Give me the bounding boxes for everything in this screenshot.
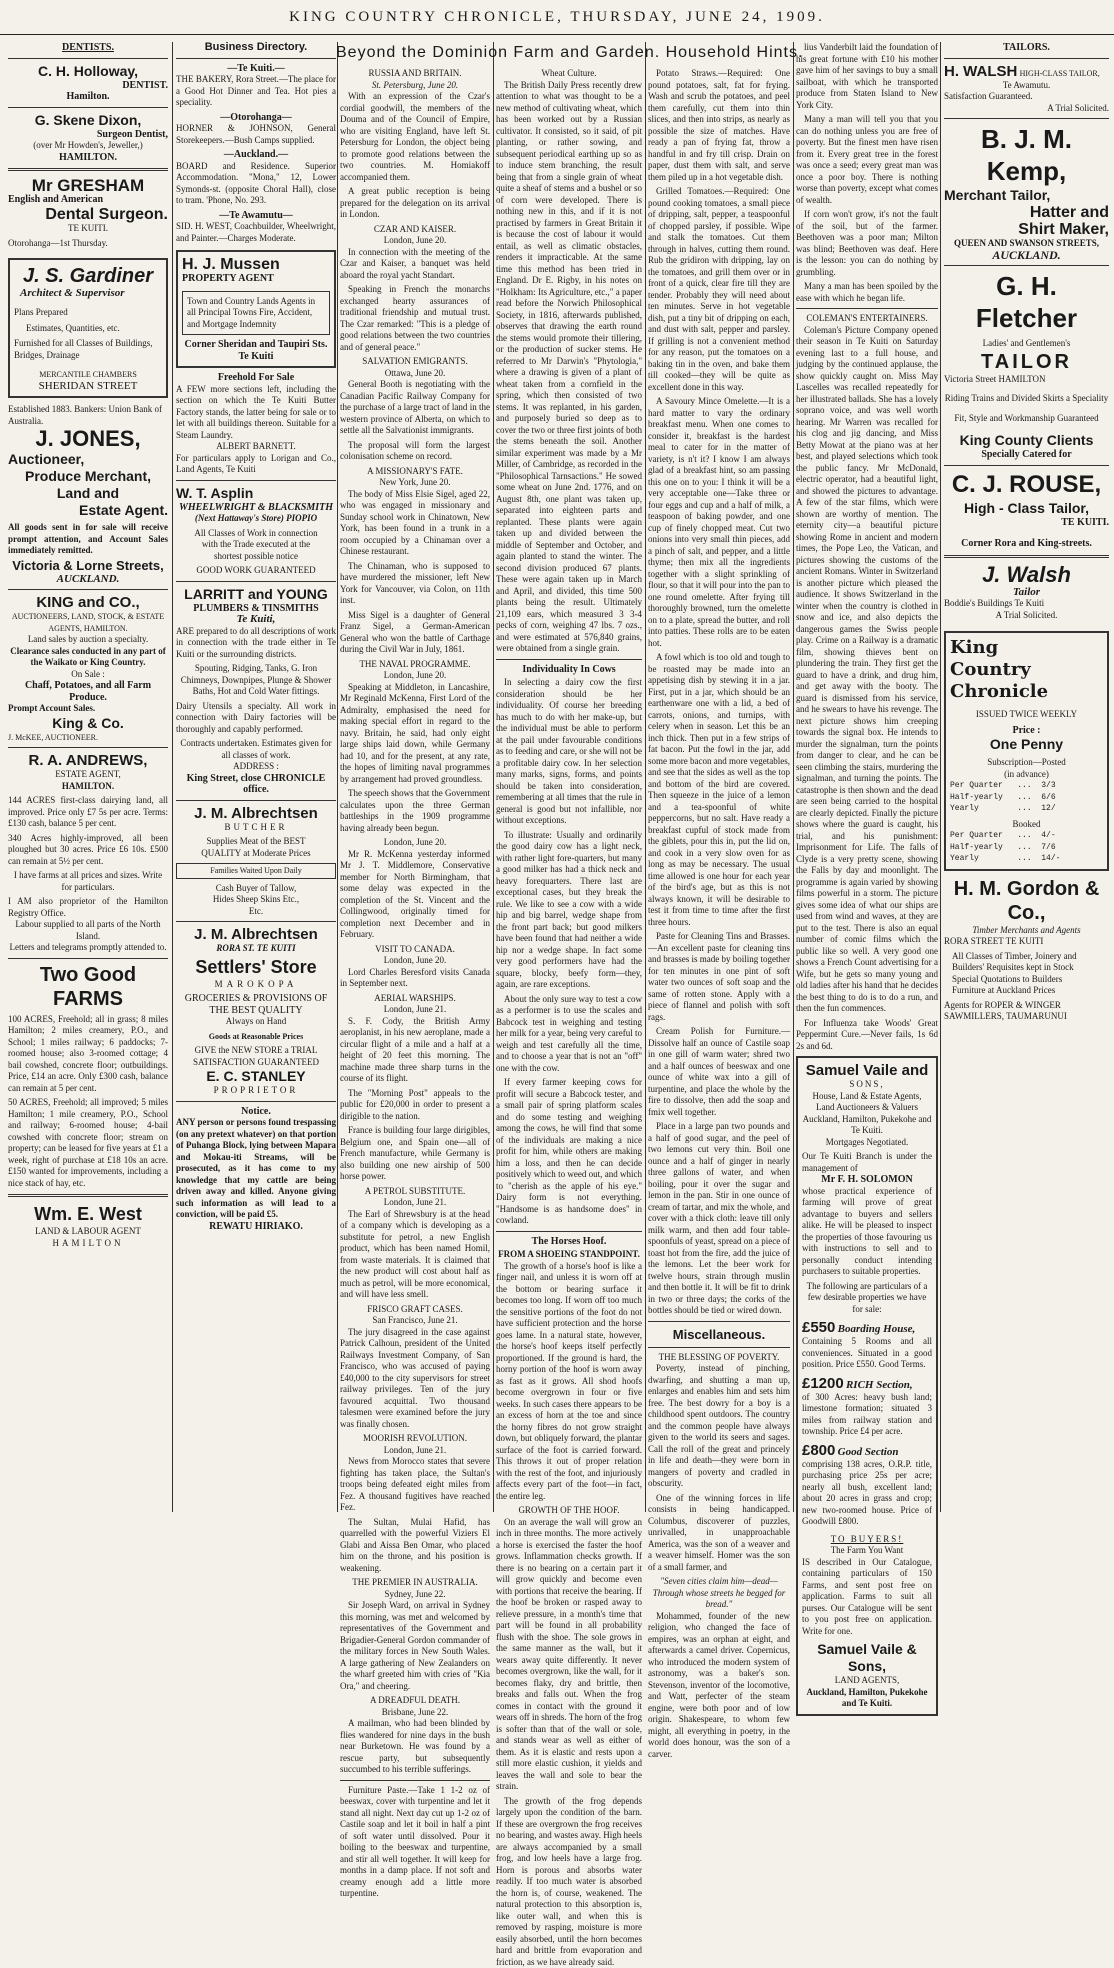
hint-paragraph: Cream Polish for Furniture.—Dissolve half an ounce of Castile soap in one gill of warm water; shred two and a half ounces of beeswax and one ounce of white wax into a gill of turpentine, and place the whole by the fire to dissolve, then add the soap and fmix well together. — [648, 1026, 790, 1118]
jwalsh-name: J. Walsh — [944, 563, 1109, 587]
dixon-address: (over Mr Howden's, Jeweller,) — [8, 140, 168, 152]
news-heading: A MISSIONARY'S FATE. — [340, 466, 490, 478]
king-line: Clearance sales conducted in any part of the Waikato or King Country. — [8, 646, 168, 669]
chronicle-title: Chronicle — [950, 681, 1103, 703]
misc-paragraph: Many a man has been spoiled by the ease with which he began life. — [796, 281, 938, 304]
asplin-line: WHEELWRIGHT & BLACKSMITH — [176, 502, 336, 514]
jones-line: Estate Agent. — [8, 502, 168, 519]
chronicle-line: Price : — [950, 725, 1103, 737]
vaile-line: Land Auctioneers & Valuers — [802, 1102, 932, 1114]
fletcher-line: King County Clients — [944, 432, 1109, 449]
vaile-line: Mr F. H. SOLOMON — [802, 1174, 932, 1186]
news-dateline: Sydney, June 22. — [340, 1589, 490, 1601]
gardiner-line: Estimates, Quantities, etc. — [14, 323, 162, 335]
farm-paragraph: If every farmer keeping cows for profit will secure a Babcock tester, and a small pair of spring platform scales and do some testing and weighing among the cows, he will find that some of the individuals are making a nice profit for him, while others are making him a loss, and then he can decide positively which to weed out, and which to "cherish as the apple of his eye." Dairy form is not everything. "Handsome is as handsome does" in cowland. — [496, 1077, 642, 1227]
news-paragraph: The Chinaman, who is supposed to have murdered the missioner, left New York for Vancouver, via Colon, on 11th inst. — [340, 561, 490, 607]
gardiner-ad — [8, 258, 168, 399]
gresham-sub: English and American — [8, 194, 168, 206]
larritt-line: King Street, close CHRONICLE office. — [176, 773, 336, 796]
farm-heading: The Horses Hoof. — [496, 1236, 642, 1248]
farm-paragraph: The growth of a horse's hoof is like a finger nail, and unless it is worn off at the bottom or bearing surface it becomes too long. If worn off too much the sensitive portions of the foot do not have sufficient protection and the horse goes lame. In a natural state, however, the horse's hoof keeps itself perfectly proportioned. If the ground is hard, the horny portion of the hoof is worn away as fast as it grows. All shod hoofs become overgrown in four or five weeks. In such cases there appears to be an excess of horn at the toe and since the horny fibres do not grow straight down, but obliquely forward, the plantar surface of the foot is carried forward. This throws it out of proper relation with the rest of the foot, and injuriously affects every part of the foot—in fact, the entire leg. — [496, 1261, 642, 1503]
rouse-line: Corner Rora and King-streets. — [944, 538, 1109, 550]
jones-line: Produce Merchant, — [8, 468, 168, 485]
influenza-notice: For Influenza take Woods' Great Peppermint Cure.—Never fails, 1s 6d 2s and 6d. — [796, 1018, 938, 1053]
chronicle-line: ISSUED TWICE WEEKLY — [950, 709, 1103, 721]
farms-line: 50 ACRES, Freehold; all improved; 5 miles Hamilton; 1 mile creamery, P.O., School and railway; 6-roomed house; 4-bail cowshed with concrete floor; stream on property; can be leased for five years at £1 a week, right of purchase at £18 10s an acre. £150 wanted for improvements, including a nice stack of hay, etc. — [8, 1097, 168, 1189]
west-line: HAMILTON — [8, 1238, 168, 1250]
news-dateline: New York, June 20. — [340, 477, 490, 489]
farm-paragraph: To illustrate: Usually and ordinarily the good dairy cow has a light neck, with rather light fore-quarters, but many a good milker has had a thick neck and heavy forequarters. There last are exceptional cases, but they break the rule. We like to see a cow with a wide hip and big barrel, wedge shape from the front part back; but good milkers have been found that had neither a wide hip nor a wedge shape. In fact some very good performers have had the square, blocky, beefy form—they, again, are rare exceptions. — [496, 830, 642, 991]
andrews-line: I AM also proprietor of the Hamilton Registry Office. — [8, 896, 168, 919]
jones-established: Established 1883. Bankers: Union Bank of Australia. — [8, 404, 168, 427]
farm-paragraph: The British Daily Press recently drew attention to what was thought to be a new method of cultivating wheat, which has been worked out by a Russian cultivator. It consisted, so it said, of pit planting, or rather sowing, and subsequent periodical earthing up so as to induce stem branching, the result being that from a single grain of wheat quite a sheaf of stems and a bushel or so of corn were developed. There is nothing new in this, and if it is not practised by farmers in Great Britain it is because the cost of labour it would entail, as well as climatic obstacles, renders it impracticable. At the same time this method has been tried in England. Dr E. Rigby, in his notes on "Holkham: Its Agriculture, etc.," a paper read before the Norwich Philosophical Society, in 1816, afterwards published, observes that drawing the earth round the stems would promote their tillering, or the production of sucker stems. He referred to Mr Darwin's "Phytologia," where a drawing is given of a plant of wheat taken from a cornfield in the spring, which then consisted of two stems. It was replanted, in his garden, and purposely buried so deep as to cover the two or three first joints of both the stems beneath the soil. Another similar experiment was made by a Mr Miller, of Cambridge, as recorded in the "Philosophical Tarnsactions." He sowed some wheat on June 2nd. 1776, and on August 8th, one plant was taken up, separated into eighteen parts and replanted. These plants were again taken up and divided between the middle of September and October, and again planted to stand the winter. The second division produced 67 plants. These were again taken up in March and April, and divided, this time 500 plants being the result. Ultimately 21,109 ears, which measured 3 3-4 pecks of corn, weighing 47 lbs. 7 ozs., and were estimated at 576,840 grains, were obtained from a single grain. — [496, 80, 642, 655]
andrews-line: HAMILTON. — [8, 781, 168, 793]
news-dateline: St. Petersburg, June 20. — [340, 80, 490, 92]
news-paragraph: The Sultan, Mulai Hafid, has quarrelled with the powerful Viziers El Glabi and Aissa Ben Omar, who placed him on the throne, and his position is weakening. — [340, 1517, 490, 1575]
vaile-name: Samuel Vaile and — [802, 1062, 932, 1079]
west-line: LAND & LABOUR AGENT — [8, 1226, 168, 1238]
albrechtsen-name: J. M. Albrechtsen — [176, 805, 336, 822]
section-banner: Beyond the Dominion Farm and Garden. Household Hints. — [336, 42, 942, 64]
chronicle-rate: Half-yearly ... 7/6 — [950, 842, 1103, 854]
buyers-heading: TO BUYERS! — [802, 1534, 932, 1546]
settlers-line: Goods at Reasonable Prices — [176, 1031, 336, 1043]
vaile-line: Auckland, Hamilton, Pukekohe and Te Kuiti. — [802, 1114, 932, 1137]
coleman-heading: COLEMAN'S ENTERTAINERS. — [796, 313, 938, 325]
notice-signature: REWATU HIRIAKO. — [176, 1221, 336, 1233]
news-heading: VISIT TO CANADA. — [340, 944, 490, 956]
directory-entry: HORNER & JOHNSON, General Storekeepers.—Bush Camps supplied. — [176, 123, 336, 146]
hint-paragraph: Place in a large pan two pounds and a half of good sugar, and the peel of two lemons cut very thin. Boil one ounce and a half of ginger in nearly three gallons of water, and when boiling, pour it over the sugar and lemon in the pan. Stir in one ounce of cream of tartar, and mix the whole, and cover with a thick cloth: leave till only milk warm, and then add four table-spoonfuls of yeast, spread on a piece of toast hot from the fire, add the juice of the lemons. Let the beer work for twelve hours, strain through muslin and then bottle it. It will be fit to drink in two or three days; the corks of the bottles should be tied or wired down. — [648, 1121, 790, 1317]
albrechtsen-line: Families Waited Upon Daily — [176, 863, 336, 879]
chronicle-line: Subscription—Posted — [950, 757, 1103, 769]
albrechtsen-line: Supplies Meat of the BEST QUALITY at Moderate Prices — [196, 836, 316, 859]
jones-line: Victoria & Lorne Streets, — [8, 557, 168, 574]
news-dateline: London, June 21. — [340, 1445, 490, 1457]
walsh-line: Te Awamutu. — [944, 80, 1109, 92]
news-heading: AERIAL WARSHIPS. — [340, 993, 490, 1005]
jones-line: Land and — [8, 485, 168, 502]
fletcher-line: Victoria Street HAMILTON — [944, 374, 1109, 386]
vaile-line: House, Land & Estate Agents, — [802, 1091, 932, 1103]
news-paragraph: In connection with the meeting of the Czar and Kaiser, a banquet was held aboard the royal yacht Standart. — [340, 247, 490, 282]
mussen-body: Town and Country Lands Agents in all Principal Towns Fire, Accident, and Mortgage Indemnity — [182, 291, 330, 336]
farms-line: 100 ACRES, Freehold; all in grass; 8 miles Hamilton; 2 miles creamery, P.O., and School; 1 miles railway; 6 paddocks; 7-roomed house; also 3-roomed cottage; 4 bail cowshed, concrete floor; outbuildings. Price, £14 an acre. Only £300 cash, balance can remain at 5 per cent. — [8, 1014, 168, 1095]
news-dateline: Ottawa, June 20. — [340, 368, 490, 380]
fletcher-name: G. H. Fletcher — [944, 270, 1109, 334]
vaile-line: SONS, — [802, 1079, 932, 1091]
property-price: £550 — [802, 1319, 835, 1336]
rouse-line: TE KUITI. — [944, 517, 1109, 529]
chronicle-rate: Per Quarter ... 3/3 — [950, 780, 1103, 792]
property-title: Good Section — [838, 1446, 899, 1458]
settlers-line: Always on Hand — [176, 1016, 336, 1028]
tailors-heading: TAILORS. — [944, 42, 1109, 54]
freehold-body: A FEW more sections left, including the section on which the Te Kuiti Butter Factory stands, the latter being for sale or to let with all buildings thereon. Suitable for a Steam Laundry. — [176, 384, 336, 442]
gresham-place: TE KUITI. — [8, 223, 168, 235]
holloway-title: DENTIST. — [8, 80, 168, 92]
gordon-line: Furniture at Auckland Prices — [944, 985, 1109, 997]
chronicle-line: Booked — [950, 819, 1103, 831]
news-dateline: London, June 20. — [340, 837, 490, 849]
asplin-name: W. T. Asplin — [176, 485, 336, 502]
property-title: RICH Section, — [846, 1379, 913, 1391]
king-line: On Sale : — [8, 669, 168, 681]
settlers-line: GROCERIES & PROVISIONS OF THE BEST QUALITY — [176, 993, 336, 1016]
column-rule — [337, 42, 338, 1512]
news-heading: THE PREMIER IN AUSTRALIA. — [340, 1577, 490, 1589]
settlers-line: MAROKOPA — [176, 979, 336, 991]
coleman-paragraph: Coleman's Picture Company opened their season in Te Kuiti on Saturday evening last to a full house, and judging by the continued applause, the show quickly caught on. Miss May Lascelles was recalled repeatedly for her illustrated ballads. She has a lovely soprano voice, and was well worth hearing. Mr Warren was recalled for his clog and jig dancing, and Miss Betty Mowat at the piano was at her best, and played selections which took the public fancy. Mr McDonald, electric operator, had a beautiful light, and showed the pictures to advantage. A few of the star films, which were shown are worthy of mention. The eternity city—a beautiful picture showing Rome in ancient and modern times, the Pope Leo, the Vatican, and pictures showing the customs of the ancient Romans. Winter in Switzerland is another picture which pleased the audience. It shows Switzerland in the winter when the country is clothed in snow and ice, and also depicts the dangerous games the Swiss people play. Crime on a Railway is a dramatic film, showing thieves bent on plundering the train. They first get the guard to have a drink, and drug him, and get away with the booty. The guard is dismissed from his service, and he swears to have his revenge. The next picture shows him creeping towards the signal box. He intends to murder the signalman, turn the points from danger to clear, and he can be seen climbing the stairs, murdering the signalman, and turning the points. The catastrophe is then shown and the dead are seen being carried to the hospital are clearly depicted. Finally the picture shows where the guard is caught, his trial, and his punishment: Imprisonment for Life. The falls of Clyde is a very pretty scene, showing the Falls by day and moonlight. The programme is again varied by showing films powerful in a storm. The picture gives some idea of what our ships are used from wind and waves, at they are put to the test. There is also an equal number of comic films which the public like so well. A very good one shows a French Count advertising for a Wife, but he gets so many young and old ladies after his hand that he decides the best thing to do is to do a run, and then the fun commences. — [796, 325, 938, 1015]
news-paragraph: General Booth is negotiating with the Canadian Pacific Railway Company for the purchase of a large tract of land in the western province of Alberta, on which to settle all the Salvationist immigrants. — [340, 379, 490, 437]
mussen-name: H. J. Mussen — [182, 256, 330, 273]
albrechtsen-line: BUTCHER — [176, 822, 336, 834]
mussen-title: PROPERTY AGENT — [182, 273, 330, 285]
andrews-line: ESTATE AGENT, — [8, 769, 168, 781]
directory-entry: SID. H. WEST, Coachbuilder, Wheelwright, and Painter.—Charges Moderate. — [176, 221, 336, 244]
news-heading: CZAR AND KAISER. — [340, 224, 490, 236]
column-rule — [940, 42, 941, 1512]
news-paragraph: The proposal will form the largest colonisation scheme on record. — [340, 440, 490, 463]
walsh-line: Satisfaction Guaranteed. — [944, 91, 1109, 103]
directory-place: —Te Kuiti.— — [176, 63, 336, 75]
news-paragraph: The body of Miss Elsie Sigel, aged 22, who was engaged in missionary and Sunday school work in Chinatown, New York, has been found in a trunk in a room occupied by a Chinaman over a Chinese restaurant. — [340, 489, 490, 558]
notice-body: ANY person or persons found trespassing (on any pretext whatever) on that portion of Puhanga Block, lying between Mapara and Mokau-iti Streams, will be prosecuted, as it has come to my knowledge that my cattle are being driven away and killed. Anyone giving such information as will lead to a conviction, will be paid £5. — [176, 1117, 336, 1221]
news-dateline: London, June 20. — [340, 235, 490, 247]
hint-paragraph: Paste for Cleaning Tins and Brasses.—An excellent paste for cleaning tins and brasses is made by boiling together for ten minutes in one pint of soft water two ounces of soft soap and the same of rotten stone. Apply with a piece of flannel and polish with soft rags. — [648, 931, 790, 1023]
buyers-line: IS described in Our Catalogue, containing particulars of 150 Farms, and sent post free on application. Farms to suit all purses. Our Catalogue will be sent to you post free on application. Write for one. — [802, 1557, 932, 1638]
news-paragraph: Speaking at Middleton, in Lancashire, Mr Reginald McKenna, First Lord of the Admiralty, emphasised the need for making special effort in regard to the navy. Britain, he said, had only eight large ships laid down, while Germany had 10, and for the present, at any rate, the hopes of limiting naval programmes by arrangement had proved groundless. — [340, 682, 490, 786]
gardiner-line: SHERIDAN STREET — [14, 381, 162, 393]
property-body: Containing 5 Rooms and all conveniences. Situated in a good position. Price £550. Good Terms. — [802, 1336, 932, 1371]
jones-line: All goods sent in for sale will receive prompt attention, and Account Sales immediately remitted. — [8, 522, 168, 557]
directory-place: —Auckland.— — [176, 149, 336, 161]
dixon-place: HAMILTON. — [8, 152, 168, 164]
farm-heading: Wheat Culture. — [496, 68, 642, 80]
news-heading: A DREADFUL DEATH. — [340, 1695, 490, 1707]
news-paragraph: Lord Charles Beresford visits Canada in September next. — [340, 967, 490, 990]
fletcher-line: Fit, Style and Workmanship Guaranteed — [944, 413, 1109, 425]
misc-quote: "Seven cities claim him—dead—Through whose streets he begged for bread." — [648, 1576, 790, 1611]
news-paragraph: The Earl of Shrewsbury is at the head of a company which is developing as a substitute for petrol, a new English product, which has been named Homil, from waste materials. It is claimed that the new product will cost about half as much as petrol, will be more economical, and will have less smell. — [340, 1209, 490, 1301]
column-household-hints — [648, 68, 790, 1512]
gresham-name: Mr GRESHAM — [8, 177, 168, 194]
freehold-signature: ALBERT BARNETT. — [176, 441, 336, 453]
column-rule — [793, 42, 794, 1512]
chronicle-line: (in advance) — [950, 769, 1103, 781]
farms-title: Two Good FARMS — [8, 963, 168, 1011]
rouse-line: High - Class Tailor, — [944, 500, 1109, 517]
vaile-line: whose practical experience of farming will prove of great advantage to buyers and sellers alike. He will be pleased to inspect the properties of those favouring us with instructions to sell and to personally conduct intending purchasers to suitable properties. — [802, 1186, 932, 1278]
farm-paragraph: On an average the wall will grow an inch in three months. The more actively a horse is exercised the faster the hoof grows. Inflammation checks growth. If there is no bearing on a certain part it will grow quickly and become even with portions that receive the bearing. If the hoof be broken or rasped away to relieve pressure, in a month's time that part will be found in all probability flush with the shoe. The sole grows in the same manner as the wall, but it wears away quite differently. It never becomes overgrown, like the wall, for it becomes flaky, dry and brittle, then breaks and falls out. When the frog comes in contact with the ground it wears off in shreds. The horn of the frog is softer than that of the wall or sole, and stands wear as well as either of them. As it is elastic and rests upon a still more elastic cushion, it yields and leaves the wall and sole to bear the strain. — [496, 1517, 642, 1793]
larritt-line: Contracts undertaken. Estimates given for all classes of work. — [176, 738, 336, 761]
andrews-line: 340 Acres highly-improved, all been ploughed but 30 acres. Price £6 10s. £500 can remain at 5½ per cent. — [8, 833, 168, 868]
misc-paragraph: Poverty, instead of pinching, dwarfing, and shutting a man up, enlarges and enables him and sets him free. The best dowry for a boy is a childhood spent outdoors. The country and the common people have always given to the world its seers and sages. Call the roll of the great and princely in life and death—they were born in mangers of poverty and cradled in obscurity. — [648, 1363, 790, 1490]
gordon-line: Agents for ROPER & WINGER SAWMILLERS, TAUMARUNUI — [944, 1000, 1109, 1023]
dixon-title: Surgeon Dentist, — [8, 129, 168, 141]
chronicle-rate: Per Quarter ... 4/- — [950, 830, 1103, 842]
gardiner-line: Furnished for all Classes of Buildings, Bridges, Drainage — [14, 338, 162, 361]
holloway-place: Hamilton. — [8, 91, 168, 103]
andrews-line: Labour supplied to all parts of the North Island. — [8, 919, 168, 942]
farm-heading: GROWTH OF THE HOOF. — [496, 1505, 642, 1517]
directory-place: —Otorohanga— — [176, 112, 336, 124]
stanley-line: PROPRIETOR — [176, 1085, 336, 1097]
property-price: £800 — [802, 1442, 835, 1459]
news-paragraph: A great public reception is being prepared for the delegation on its arrival in London. — [340, 186, 490, 221]
gordon-line: Special Quotations to Builders — [944, 974, 1109, 986]
dentists-heading: DENTISTS. — [8, 42, 168, 54]
gordon-name: H. M. Gordon & Co., — [944, 877, 1109, 925]
rouse-name: C. J. ROUSE, — [944, 470, 1109, 500]
king-line: Prompt Account Sales. — [8, 703, 168, 715]
directory-entry: BOARD and Residence. Superior Accommodation. "Mona," 12, Lower Symonds-st. (opposite Choral Hall), close to tram. 'Phone, No. 293. — [176, 161, 336, 207]
misc-paragraph: If corn won't grow, it's not the fault of the soil, but of the farmer. Beethoven was a poor man; Milton was blind; Beethoven was deaf. Here is the lesson: you can do nothing by grumbling. — [796, 209, 938, 278]
hint-paragraph: A fowl which is too old and tough to be roasted may be made into an appetising dish by stewing it in a jar. First, put in a jar, which should be an earthenware one with a lid, a bed of carrots, onions, and turnips, with celery when in season. Let this be an inch thick. Then put in a few strips of fat bacon. Put the fowl in the jar, add some more bacon and more vegetables, and see that the sides as well as the top and bottom of the bird are covered. Then squeeze in the juice of a lemon and a tea-spoonful of white peppercorns, but no salt. Have ready a breakfast cupful of stock made from the giblets, pour this in, put the lid on, and cook in a very slow oven for as long as may be necessary. The usual time allowed is one hour for each year of the bird's age, but as this is not always known, it will be desirable to test it from time to time after the first three hours. — [648, 652, 790, 928]
news-paragraph: S. F. Cody, the British Army aeroplanist, in his new aeroplane, made a circular flight of a mile and a half at a height of 20 feet this morning. The machine made three sharp turns in the course of its flight. — [340, 1016, 490, 1085]
news-paragraph: The speech shows that the Government calculates upon the three German battleships in the 1909 programme having already been begun. — [340, 788, 490, 834]
gardiner-title: Architect & Supervisor — [14, 288, 162, 300]
gordon-line: RORA STREET TE KUITI — [944, 936, 1109, 948]
news-dateline: London, June 21. — [340, 1004, 490, 1016]
directory-heading: Business Directory. — [176, 42, 336, 54]
farm-paragraph: In selecting a dairy cow the first consideration should be her individuality. Of course her breeding has much to do with her make-up, but the individual must be able to perform at the pail under favourable conditions as to feeding and care, or she will not be a profitable dairy cow. In her selection many marks, signs, forms, and points should be taken into consideration, remembering at all times that the rule in general is good but not infallible, nor without exceptions. — [496, 677, 642, 827]
asplin-line: GOOD WORK GUARANTEED — [176, 565, 336, 577]
jones-line: Auctioneer, — [8, 451, 168, 468]
freehold-contact: For particulars apply to Lorigan and Co., Land Agents, Te Kuiti — [176, 453, 336, 476]
hint-paragraph: Grilled Tomatoes.—Required: One pound cooking tomatoes, a small piece of dripping, salt, pepper, a teaspoonful of chopped parsley, if possible. Wipe and stalk the tomatoes. Cut them through in halves, cutting them round. Rub the gridiron with dripping, lay on the tomatoes, and grill them over or in front of a quick, clear fire till they are tender. Probably they will need about ten minutes. Serve in hot vegetable dish, put a tiny bit of dripping on each, and dust with salt, pepper and parsley. If grilling is not a convenient method for any reason, put the tomatoes on a baking tin in the oven, and bake them till cooked—they will be quite as excellent done in this way. — [648, 186, 790, 393]
king-line: Land sales by auction a specialty. — [8, 634, 168, 646]
walsh-title: HIGH-CLASS TAILOR, — [1020, 69, 1100, 78]
news-paragraph: Mr R. McKenna yesterday informed Mr J. T. Middlemore, Conservative member for North Birmingham, that some delay was expected in the completion of the St. Vincent and the Collingwood, originally timed for completion next December and in February. — [340, 849, 490, 941]
misc-subheading: THE BLESSING OF POVERTY. — [648, 1352, 790, 1364]
news-dateline: London, June 21. — [340, 1197, 490, 1209]
gresham-title: Dental Surgeon. — [8, 206, 168, 223]
column-rule — [493, 42, 494, 1512]
column-farm-garden — [496, 68, 642, 1512]
farm-paragraph: The growth of the frog depends largely upon the condition of the barn. If these are overgrown the frog receives no bearing, and wastes away. High heels are always accompanied by a small frog, and low heels have a large frog. Horn is porous and absorbs water readily. If too much water is absorbed the horn is, of course, weakened. The natural protection to this absorption is, like outer wall, and when this is removed by rasping, moisture is more easily absorbed, until the horn becomes hard and brittle from evaporation and friction, as we have already said. — [496, 1796, 642, 1968]
misc-heading: Miscellaneous. — [648, 1326, 790, 1343]
farm-paragraph: About the only sure way to test a cow as a performer is to use the scales and Babcock test in weighing and testing her milk for a year, being very careful to weigh and test carefully all the time, and to choose a year that is not an "off" one with the cow. — [496, 994, 642, 1075]
property-title: Boarding House, — [838, 1323, 916, 1335]
farm-heading: Individuality In Cows — [496, 664, 642, 676]
hint-paragraph: A Savoury Mince Omelette.—It is a hard matter to vary the ordinary breakfast menu. When one comes to consider it, breakfast is the hardest meal to cater for in the matter of variety, is n't it? I know I am always glad of a breakfast hint, so am passing this one on to you: I think it will be a very acceptable one—Take three or four eggs and cup and a half of milk, a teaspoon of baking powder, and one cup of finely chopped meat. Cut two onions into very small thin pieces, add a pinch of salt, and pepper, and a little thyme; then mix all the ingredients together with a slight sprinkling of flour, so that it will pour into the pan to one round omelette. After frying till thoroughly browned, turn the omelette on to a plate, spread the butter, and roll into patties. These rolls are to be eaten hot. — [648, 396, 790, 649]
news-paragraph: Miss Sigel is a daughter of General Franz Sigel, a German-American General who won the battle of Carthage during the Civil War in July, 1861. — [340, 610, 490, 656]
misc-paragraph: Mohammed, founder of the new religion, who changed the face of empires, was an orphan at eight, and afterwards a camel driver. Copernicus, who introduced the modern system of astronomy, was a baker's son. Stevenson, inventor of the locomotive, and Watt, perfecter of the steam engine, were both poor and of low origin. Shakespeare, to whom few might, all everything in poetry, in the world does honour, was the son of a carver. — [648, 1611, 790, 1761]
king-line: J. McKEE, AUCTIONEER. — [8, 732, 168, 744]
west-name: Wm. E. West — [8, 1202, 168, 1226]
jones-line: AUCKLAND. — [8, 574, 168, 586]
larritt-line: ADDRESS : — [176, 761, 336, 773]
larritt-line: PLUMBERS & TINSMITHS — [176, 603, 336, 615]
jwalsh-line: Tailor — [944, 587, 1109, 599]
king-line: Chaff, Potatoes, and all Farm Produce. — [8, 680, 168, 703]
vaile2-name: Samuel Vaile & Sons, — [802, 1641, 932, 1675]
stanley-name: E. C. STANLEY — [176, 1068, 336, 1085]
larritt-name: LARRITT and YOUNG — [176, 586, 336, 603]
property-body: comprising 138 acres, O.R.P. title, purchasing price 25s per acre; nearly all bush, excellent land; about 20 acres in grass and crop; new two-roomed house. Price of Goodwill £800. — [802, 1459, 932, 1528]
fletcher-line: TAILOR — [944, 350, 1109, 374]
chronicle-rate: Yearly ... 14/- — [950, 853, 1103, 865]
fletcher-line: Ladies' and Gentlemen's — [944, 338, 1109, 350]
masthead: KING COUNTRY CHRONICLE, THURSDAY, JUNE 24, 1909. — [0, 0, 1114, 35]
kemp-line: Hatter and — [944, 204, 1109, 221]
fletcher-line: Specially Catered for — [944, 449, 1109, 461]
andrews-line: Letters and telegrams promptly attended to. — [8, 942, 168, 954]
gardiner-line: MERCANTILE CHAMBERS — [14, 369, 162, 381]
kemp-line: Merchant Tailor, — [944, 187, 1109, 204]
chronicle-rate: Yearly ... 12/ — [950, 803, 1103, 815]
mussen-address: Corner Sheridan and Taupiri Sts. Te Kuiti — [182, 339, 330, 362]
mussen-ad — [176, 250, 336, 368]
king-line: King & Co. — [8, 715, 168, 732]
vaile2-line: LAND AGENTS, — [802, 1675, 932, 1687]
asplin-line: All Classes of Work in connection with the Trade executed at the shortest possible notice — [190, 528, 322, 563]
directory-place: —Te Awamutu— — [176, 210, 336, 222]
chronicle-title: King — [950, 637, 1103, 659]
misc-paragraph: Many a man will tell you that you can do nothing unless you are free of poverty. But the finest men have risen from it. Every great tree in the forest was once a seed; every great man was once a poor boy. There is nothing worse than poverty, except what comes of wealth. — [796, 114, 938, 206]
news-paragraph: A mailman, who had been blinded by flies wandered for nine days in the bush near Burketown. He was found by a rescue party, but subsequently succumbed to his terrible sufferings. — [340, 1718, 490, 1776]
asplin-line: (Next Hattaway's Store) PIOPIO — [176, 513, 336, 525]
news-heading: MOORISH REVOLUTION. — [340, 1433, 490, 1445]
king-line: AUCTIONEERS, LAND, STOCK, & ESTATE AGENTS, HAMILTON. — [8, 611, 168, 634]
column-tailors — [944, 42, 1109, 1512]
news-paragraph: News from Morocco states that severe fighting has taken place, the Sultan's troops being defeated eight miles from Fez. A thousand fugitives have reached Fez. — [340, 1456, 490, 1514]
column-misc-vaile — [796, 42, 938, 1512]
news-paragraph: Speaking in French the monarchs exchanged hearty assurances of traditional friendship and mutual trust. The Czar remarked: "This is a pledge of good relations between the two countries and of general peace." — [340, 284, 490, 353]
albrechtsen2-name: J. M. Albrechtsen — [176, 926, 336, 943]
news-dateline: Brisbane, June 22. — [340, 1707, 490, 1719]
kemp-name: B. J. M. Kemp, — [944, 123, 1109, 187]
misc-paragraph: lius Vanderbilt laid the foundation of his great fortune with £10 his mother gave him of her savings to buy a small sailboat, with which he transported produce from Staten Island to New York City. — [796, 42, 938, 111]
gardiner-line: Plans Prepared — [14, 307, 162, 319]
news-heading: RUSSIA AND BRITAIN. — [340, 68, 490, 80]
news-paragraph: Furniture Paste.—Take 1 1-2 oz of beeswax, cover with turpentine and let it stand all night. Next day cut up 1-2 oz of Castile soap and let it boil in half a pint of soft water until dissolved. Pour it boiling to the beeswax and turpentine, and stir all well together. It will keep for months in a damp place. If not soft and creamy enough add a little more turpentine. — [340, 1785, 490, 1900]
fletcher-line: Riding Trains and Divided Skirts a Speciality — [944, 393, 1109, 405]
news-heading: A PETROL SUBSTITUTE. — [340, 1186, 490, 1198]
property-body: of 300 Acres: heavy bush land; limestone formation; situated 3 miles from railway station and township. Price £4 per acre. — [802, 1392, 932, 1438]
news-paragraph: With an expression of the Czar's cordial goodwill, the members of the Douma and of the Council of Empire, who are visiting England, have left St. Petersburg for London, the object being to promote good relations between the two countries. M. Homiakoff accompanied them. — [340, 91, 490, 183]
news-heading: FRISCO GRAFT CASES. — [340, 1304, 490, 1316]
vaile-ad — [796, 1056, 938, 1716]
hint-paragraph: Potato Straws.—Required: One pound potatoes, salt, fat for frying. Wash and scrub the potatoes, and peel them carefully, cut them into thin slices, and then into strips, as nearly as possible the size of matches. Have ready a pan of frying fat, throw a handful in and fry till crisp. Drain on paper, dust them with salt, and serve them piled up in a hot vegetable dish. — [648, 68, 790, 183]
chronicle-rate: Half-yearly ... 6/6 — [950, 792, 1103, 804]
column-rule — [172, 42, 173, 1512]
farm-subheading: FROM A SHOEING STANDPOINT. — [496, 1249, 642, 1261]
news-paragraph: The jury disagreed in the case against Patrick Calhoun, president of the United Railways Investment Company, of San Francisco, who was accused of paying £40,000 to the city supervisors for street railway privileges. Ten of the jury favoured acquittal. Two thousand talesmen were examined before the jury was finally chosen. — [340, 1327, 490, 1431]
larritt-line: Te Kuiti, — [176, 614, 336, 626]
larritt-line: Spouting, Ridging, Tanks, G. Iron Chimneys, Downpipes, Plunge & Shower Baths, Hot and Cold Water fittings. — [176, 663, 336, 698]
news-paragraph: France is building four large dirigibles, Belgium one, and Spain one—all of French manufacture, while Germany is also building one new airship of 500 horse power. — [340, 1125, 490, 1183]
property-price: £1200 — [802, 1375, 844, 1392]
jwalsh-line: Boddie's Buildings Te Kuiti — [944, 598, 1109, 610]
vaile2-line: Auckland, Hamilton, Pukekohe and Te Kuiti. — [802, 1687, 932, 1710]
misc-paragraph: One of the winning forces in life consists in being handicapped. Columbus, discoverer of puzzles, unrivalled, in unapproachable America, was the son of a weaver and a weaver himself. Homer was the son of a small farmer, and — [648, 1493, 790, 1574]
column-business-directory — [176, 42, 336, 1512]
news-paragraph: Sir Joseph Ward, on arrival in Sydney this morning, was met and welcomed by representatives of the Government and Brigadier-General Gordon commander of the military forces in New South Wales. A large gathering of New Zealanders on the wharf greeted him with cries of "Kia Ora," and cheering. — [340, 1600, 490, 1692]
andrews-line: I have farms at all prices and sizes. Write for particulars. — [8, 870, 168, 893]
kemp-line: AUCKLAND. — [944, 250, 1109, 262]
kemp-line: QUEEN AND SWANSON STREETS, — [944, 238, 1109, 250]
chronicle-title: Country — [950, 659, 1103, 681]
news-heading: THE NAVAL PROGRAMME. — [340, 659, 490, 671]
column-dentists — [8, 42, 168, 1512]
andrews-line: 144 ACRES first-class dairying land, all improved. Price only £7 5s per acre. Terms: £130 cash, balance 5 per cent. — [8, 795, 168, 830]
settlers-name: Settlers' Store — [176, 955, 336, 979]
gardiner-name: J. S. Gardiner — [14, 264, 162, 288]
gresham-note: Otorohanga—1st Thursday. — [8, 238, 168, 250]
dixon-name: G. Skene Dixon, — [8, 112, 168, 129]
notice-heading: Notice. — [176, 1106, 336, 1118]
albrechtsen-line: Cash Buyer of Tallow, Hides Sheep Skins Etc., Etc. — [206, 883, 306, 918]
news-paragraph: The "Morning Post" appeals to the public for £20,000 in order to present a dirigible to the nation. — [340, 1088, 490, 1123]
chronicle-ad — [944, 631, 1109, 871]
albrechtsen2-line: RORA ST. TE KUITI — [176, 943, 336, 955]
gordon-line: All Classes of Timber, Joinery and Builders' Requisites kept in Stock — [944, 951, 1109, 974]
andrews-name: R. A. ANDREWS, — [8, 752, 168, 769]
news-dateline: San Francisco, June 21. — [340, 1315, 490, 1327]
vaile-line: Mortgages Negotiated. — [802, 1137, 932, 1149]
jones-name: J. JONES, — [8, 427, 168, 451]
column-beyond-dominion — [340, 68, 490, 1512]
news-dateline: London, June 20. — [340, 670, 490, 682]
kemp-line: Shirt Maker, — [944, 221, 1109, 238]
walsh-name: H. WALSH — [944, 63, 1017, 80]
vaile-line: Our Te Kuiti Branch is under the management of — [802, 1151, 932, 1174]
freehold-heading: Freehold For Sale — [176, 372, 336, 384]
vaile-line: The following are particulars of a few desirable properties we have for sale: — [802, 1281, 932, 1316]
chronicle-line: One Penny — [950, 736, 1103, 753]
news-dateline: London, June 20. — [340, 955, 490, 967]
directory-entry: THE BAKERY, Rora Street.—The place for a Good Hot Dinner and Tea. Hot pies a speciality. — [176, 74, 336, 109]
larritt-line: Dairy Utensils a specialty. All work in connection with Dairy factories will be thoroughly and capably performed. — [176, 701, 336, 736]
walsh-line: A Trial Solicited. — [944, 103, 1109, 115]
settlers-line: GIVE the NEW STORE a TRIAL SATISFACTION GUARANTEED — [176, 1045, 336, 1068]
king-name: KING and CO., — [8, 594, 168, 611]
larritt-line: ARE prepared to do all descriptions of work in connection with the trade either in Te Kuiti or the surrounding districts. — [176, 626, 336, 661]
holloway-name: C. H. Holloway, — [8, 63, 168, 80]
column-rule — [645, 42, 646, 1512]
buyers-line: The Farm You Want — [802, 1545, 932, 1557]
jwalsh-line: A Trial Solicited. — [944, 610, 1109, 622]
news-heading: SALVATION EMIGRANTS. — [340, 356, 490, 368]
gordon-line: Timber Merchants and Agents — [944, 925, 1109, 937]
